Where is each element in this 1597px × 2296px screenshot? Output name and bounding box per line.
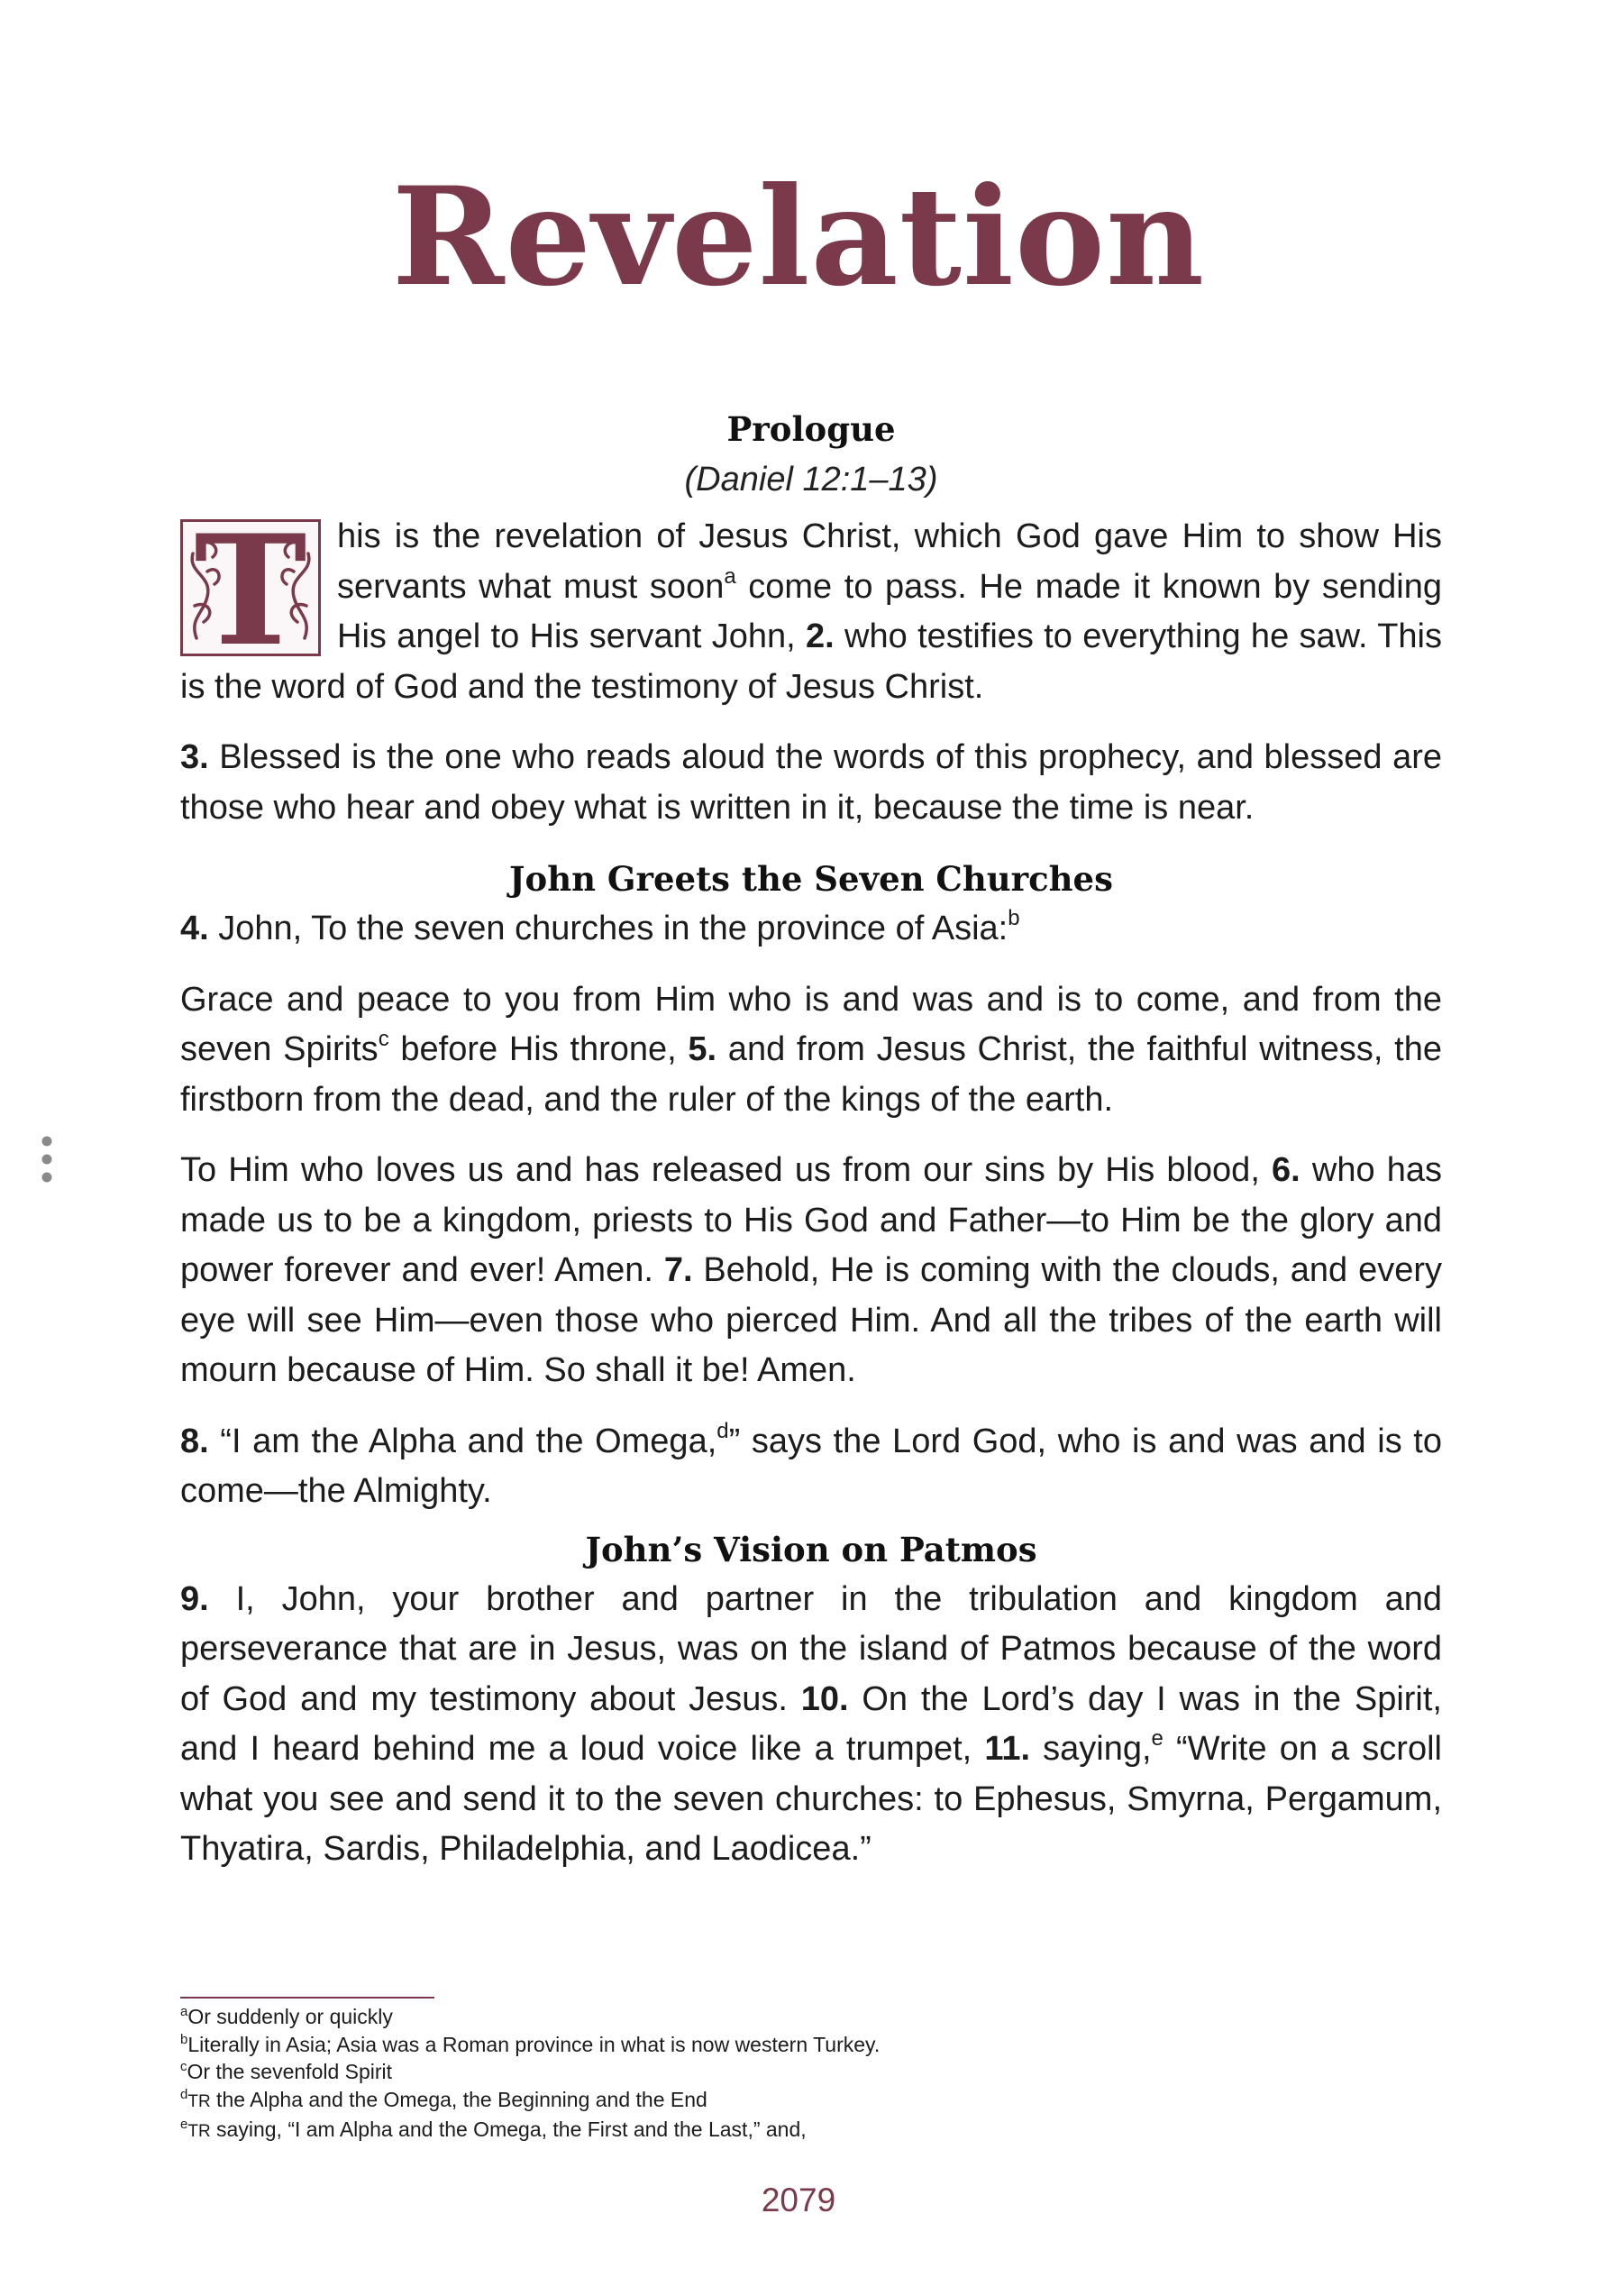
footnote-abbr: TR — [187, 2091, 211, 2111]
footnote-b — [180, 2031, 1262, 2059]
verse-number-5: 5. — [688, 1030, 717, 1068]
footnote-ref-d[interactable]: d — [716, 1418, 729, 1443]
section-heading-johns-vision: John’s Vision on Patmos — [585, 1529, 1037, 1569]
verse-text: Blessed is the one who reads aloud the words of this prophecy, and blessed are those who hear and obey what is written in it, because the time is near. — [180, 738, 1442, 827]
footnote-divider — [180, 1997, 434, 1999]
verse-text: I, John, your brother and partner in the tribulation and kingdom and perseverance that are in Jesus, was on the island of Patmos because of the word of God and my testimony about Jesus. — [180, 1579, 1442, 1718]
footnote-text: Or the sevenfold Spirit — [187, 2060, 393, 2084]
paragraph-verse-5-7 — [180, 1146, 1442, 1396]
verse-text: before His throne, — [388, 1030, 689, 1068]
section-heading-john-greets: John Greets the Seven Churches — [509, 859, 1113, 899]
footnotes — [180, 2003, 1262, 2146]
verse-number-4: 4. — [180, 910, 209, 947]
verse-number-9: 9. — [180, 1579, 209, 1618]
verse-text: saying, — [1030, 1730, 1152, 1768]
paragraph-verse-4-5 — [180, 975, 1442, 1126]
footnote-ref-a[interactable]: a — [724, 563, 736, 589]
footnote-abbr: TR — [187, 2122, 211, 2142]
footnote-ref-b[interactable]: b — [1008, 906, 1020, 930]
footnote-mark: b — [180, 2031, 188, 2047]
verse-number-10: 10. — [800, 1679, 849, 1718]
footnote-mark: c — [180, 2059, 187, 2075]
verse-number-11: 11. — [984, 1730, 1031, 1768]
verse-text: “Write on a scroll what you see and send it to the seven churches: to Ephesus, Smyrna, Pergamum, Thyatira, Sardis, Philadelphia, and Laodicea.” — [180, 1730, 1442, 1868]
dropcap-letter: T — [194, 519, 307, 656]
verse-text: John, To the seven churches in the province of Asia: — [208, 910, 1008, 947]
verse-number-7: 7. — [663, 1251, 693, 1289]
ornamental-dropcap-icon — [180, 519, 321, 656]
verse-text: Grace and peace to you from Him who is and was and is to come, and from the seven Spirits — [180, 980, 1442, 1068]
verse-text: On the Lord’s day I was in the Spirit, and I heard behind me a loud voice like a trumpet, — [180, 1679, 1442, 1768]
verse-text: his is the revelation of Jesus Christ, which God gave Him to show His servants what must soon — [337, 517, 1442, 606]
verse-text: “I am the Alpha and the Omega, — [208, 1422, 717, 1460]
page-number: 2079 — [761, 2182, 836, 2218]
footnote-mark: a — [180, 2004, 188, 2019]
verse-number-6: 6. — [1272, 1151, 1300, 1189]
verse-text: come to pass. He made it known by sending His angel to His servant John, — [337, 567, 1442, 655]
verse-text: To Him who loves us and has released us from our sins by His blood, — [180, 1151, 1273, 1189]
verse-text: who has made us to be a kingdom, priests to His God and Father—to Him be the glory and power forever and ever! Amen. — [180, 1151, 1443, 1289]
footnote-a — [180, 2003, 1262, 2031]
footnote-text: Or suddenly or quickly — [187, 2005, 393, 2028]
more-options-icon[interactable] — [38, 1134, 56, 1197]
footnote-text: saying, “I am Alpha and the Omega, the First and the Last,” and, — [210, 2118, 807, 2142]
chapter-content — [180, 404, 1442, 1896]
paragraph-verse-8 — [180, 1417, 1442, 1517]
paragraph-verse-9-11 — [180, 1575, 1442, 1875]
book-title: Revelation — [391, 158, 1206, 316]
footnote-ref-e[interactable]: e — [1151, 1726, 1164, 1751]
footnote-text: the Alpha and the Omega, the Beginning and the End — [210, 2087, 707, 2111]
verse-text: and from Jesus Christ, the faithful witness, the firstborn from the dead, and the ruler of the kings of the earth. — [180, 1030, 1443, 1119]
footnote-mark: e — [180, 2117, 188, 2133]
paragraph-verse-3 — [180, 733, 1442, 833]
verse-number-3: 3. — [180, 738, 209, 776]
paragraph-verse-4 — [180, 904, 1442, 955]
vertical-ellipsis-icon — [38, 1134, 56, 1197]
paragraph-verse-1 — [180, 512, 1442, 712]
verse-text: ” says the Lord God, who is and was and is to come—the Almighty. — [180, 1422, 1443, 1510]
verse-number-2: 2. — [806, 617, 835, 655]
verse-number-8: 8. — [180, 1422, 209, 1460]
footnote-ref-c[interactable]: c — [378, 1027, 389, 1051]
section-cross-reference: (Daniel 12:1–13) — [684, 461, 938, 499]
section-heading-prologue: Prologue — [726, 409, 896, 449]
footnote-d — [180, 2086, 1262, 2117]
footnote-c — [180, 2058, 1262, 2086]
footnote-e — [180, 2116, 1262, 2146]
footnote-mark: d — [180, 2086, 188, 2102]
verse-text: who testifies to everything he saw. This is the word of God and the testimony of Jesus Christ. — [180, 617, 1443, 706]
footnote-text: Literally in Asia; Asia was a Roman province in what is now western Turkey. — [187, 2032, 881, 2056]
verse-text: Behold, He is coming with the clouds, and every eye will see Him—even those who pierced Him. And all the tribes of the earth will mourn because of Him. So shall it be! Amen. — [180, 1251, 1443, 1389]
